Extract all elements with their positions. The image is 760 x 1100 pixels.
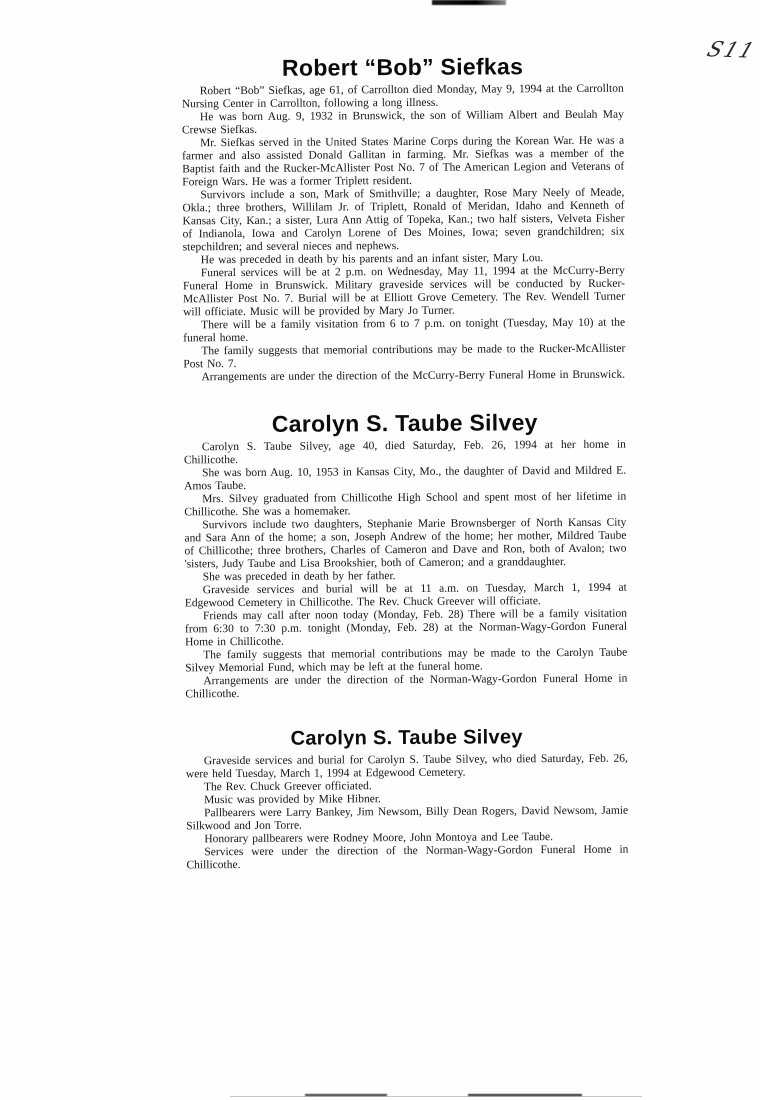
handwritten-annotation: S11	[703, 37, 760, 63]
obituary-carolyn-silvey-followup	[186, 726, 629, 873]
obituary-paragraph: The Rev. Chuck Greever officiated.	[203, 780, 372, 794]
obituary-title: Robert “Bob” Siefkas	[281, 53, 524, 81]
obituary-paragraph: Graveside services and burial for Carolyn S. Taube Silvey, who died Saturday, Feb. 26, were held Tuesday, March 1, 1994 at Edgewood Cemetery.	[185, 752, 628, 781]
obituary-title: Carolyn S. Taube Silvey	[290, 726, 523, 750]
obituary-paragraph: Arrangements are under the direction of the Norman-Wagy-Gordon Funeral Home in Chillicothe.	[185, 672, 628, 701]
scan-artifact-bottom-mark	[468, 1094, 582, 1096]
obituary-paragraph: Graveside services and burial will be at 11 a.m. on Tuesday, March 1, 1994 at Edgewood Cemetery in Chillicothe. The Rev. Chuck Greever will officiate.	[184, 581, 627, 610]
obituary-paragraph: He was born Aug. 9, 1932 in Brunswick, the son of William Albert and Beulah May Crewse Siefkas.	[181, 108, 624, 137]
obituary-paragraph: The family suggests that memorial contributions may be made to the Carolyn Taube Silvey Memorial Fund, which may be left at the funeral home.	[185, 646, 628, 675]
scan-artifact-bottom-mark	[305, 1094, 387, 1096]
obituary-paragraph: Survivors include a son, Mark of Smithville; a daughter, Rose Mary Neely of Meade, Okla.; three brothers, Willilam Jr. of Triplett, Ronald of Meridan, Idaho and Kenneth of Kansas City, Kan.; a sister, Lura Ann Attig of Topeka, Kan.; two half sisters, Velveta Fisher of Indianola, Iowa and Carolyn Lorene of Des Moines, Iowa; seven grandchildren; six stepchildren; and several nieces and nephews.	[182, 186, 625, 254]
obituary-carolyn-silvey	[184, 409, 628, 702]
obituary-paragraph: She was born Aug. 10, 1953 in Kansas City, Mo., the daughter of David and Mildred E. Amos Taube.	[184, 464, 627, 493]
obituary-paragraph: Services were under the direction of the Norman-Wagy-Gordon Funeral Home in Chillicothe.	[186, 843, 629, 872]
obituary-paragraph: Mrs. Silvey graduated from Chillicothe High School and spent most of her lifetime in Chillicothe. She was a homemaker.	[184, 490, 627, 519]
obituary-paragraph: Funeral services will be at 2 p.m. on Wednesday, May 11, 1994 at the McCurry-Berry Funeral Home in Brunswick. Military graveside services will be conducted by Rucker-McAllister Post No. 7. Burial will be at Elliott Grove Cemetery. The Rev. Wendell Turner will officiate. Music will be provided by Mary Jo Turner.	[182, 264, 626, 319]
obituary-title: Carolyn S. Taube Silvey	[271, 409, 538, 437]
obituary-paragraph: The family suggests that memorial contributions may be made to the Rucker-McAllister Post No. 7.	[183, 342, 626, 371]
obituary-paragraph: Carolyn S. Taube Silvey, age 40, died Saturday, Feb. 26, 1994 at her home in Chillicothe.	[183, 438, 626, 467]
obituary-paragraph: Friends may call after noon today (Monday, Feb. 28) There will be a family visitation from 6:30 to 7:30 p.m. tonight (Monday, Feb. 28) at the Norman-Wagy-Gordon Funeral Home in Chillicothe.	[184, 607, 628, 649]
obituary-paragraph: Honorary pallbearers were Rodney Moore, John Montoya and Lee Taube.	[204, 831, 554, 846]
obituary-paragraph: Robert “Bob” Siefkas, age 61, of Carrollton died Monday, May 9, 1994 at the Carrollton Nursing Center in Carrollton, following a long illness.	[181, 82, 624, 111]
obituary-paragraph: Arrangements are under the direction of the McCurry-Berry Funeral Home in Brunswick.	[201, 368, 626, 384]
obituary-paragraph: Survivors include two daughters, Stephanie Marie Brownsberger of North Kansas City and Sara Ann of the home; a son, Joseph Andrew of the home; her mother, Mildred Taube of Chillicothe; three brothers, Charles of Cameron and Dave and Ron, both of Avalon; two 'sisters, Judy Taube and Lisa Brookshier, both of Cameron; and a granddaughter.	[184, 516, 627, 571]
text-column	[182, 53, 629, 873]
obituary-paragraph: Music was provided by Mike Hibner.	[204, 793, 381, 807]
obituary-paragraph: Mr. Siefkas served in the United States Marine Corps during the Korean War. He was a farmer and also assisted Donald Gallitan in farming. Mr. Siefkas was a member of the Baptist faith and the Rucker-McAllister Post No. 7 of The American Legion and Veterans of Foreign Wars. He was a former Triplett resident.	[182, 134, 625, 189]
scan-artifact-bottom-line	[230, 1096, 642, 1097]
obituary-paragraph: There will be a family visitation from 6 to 7 p.m. on tonight (Tuesday, May 10) at the funeral home.	[183, 316, 626, 345]
scan-artifact-top-bar	[432, 0, 506, 5]
obituary-paragraph: Pallbearers were Larry Bankey, Jim Newsom, Billy Dean Rogers, David Newsom, Jamie Silkwood and Jon Torre.	[186, 804, 629, 833]
obituary-robert-siefkas	[182, 53, 626, 385]
obituary-paragraph: She was preceded in death by her father.	[202, 570, 396, 584]
obituary-paragraph: He was preceded in death by his parents and an infant sister, Mary Lou.	[200, 252, 544, 267]
